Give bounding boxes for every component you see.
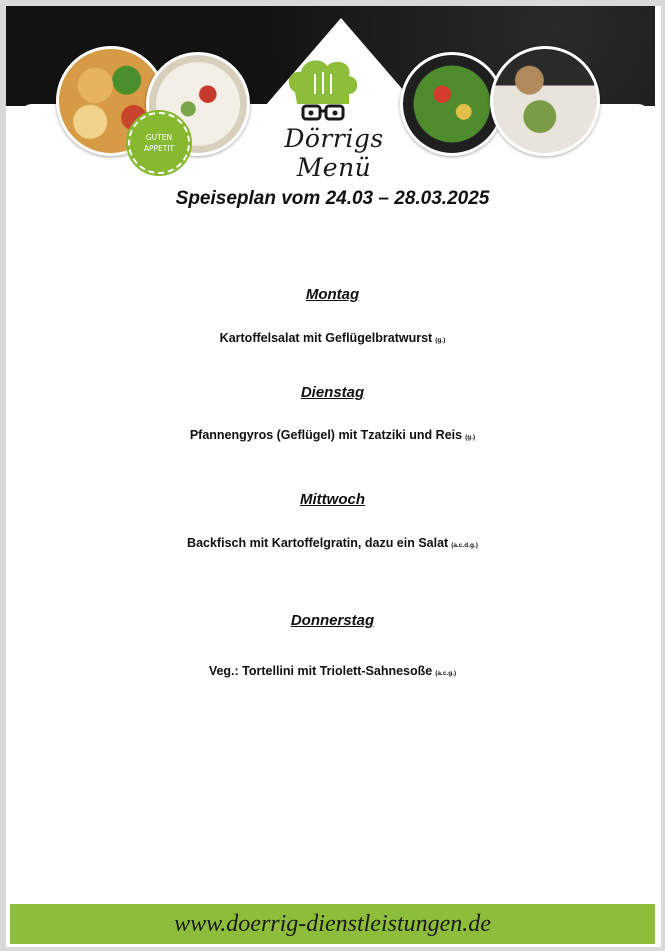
badge-line-2: APPETIT <box>143 144 175 153</box>
dish-thursday <box>0 664 665 678</box>
allergen-codes: (a.c.d.g.) <box>451 542 478 549</box>
badge-line-1: GUTEN <box>145 133 173 142</box>
day-heading-monday: Montag <box>305 286 360 303</box>
dish-wednesday <box>0 536 665 550</box>
footer-band <box>10 904 655 944</box>
dish-tuesday <box>0 428 665 442</box>
dish-monday <box>0 331 665 345</box>
allergen-codes: (g.) <box>435 337 446 344</box>
food-photo-4 <box>490 46 600 156</box>
allergen-codes: (g.) <box>465 434 476 441</box>
dish-text: Pfannengyros (Geflügel) mit Tzatziki und Reis <box>189 428 463 442</box>
day-heading-thursday: Donnerstag <box>290 612 375 629</box>
dish-text: Veg.: Tortellini mit Triolett-Sahnesoße <box>208 664 433 678</box>
brand-name: Dörrigs Menü <box>284 124 384 182</box>
guten-appetit-badge <box>128 112 190 174</box>
dish-text: Backfisch mit Kartoffelgratin, dazu ein Salat <box>187 536 449 550</box>
allergen-codes: (a.c.g.) <box>435 670 457 677</box>
website-link[interactable]: www.doerrig-dienstleistungen.de <box>174 910 491 937</box>
day-heading-tuesday: Dienstag <box>300 384 365 401</box>
chef-hat-glasses-icon <box>285 58 361 126</box>
day-heading-wednesday: Mittwoch <box>300 491 365 508</box>
page-title: Speiseplan vom 24.03 – 28.03.2025 <box>175 188 490 209</box>
dish-text: Kartoffelsalat mit Geflügelbratwurst <box>219 331 433 345</box>
